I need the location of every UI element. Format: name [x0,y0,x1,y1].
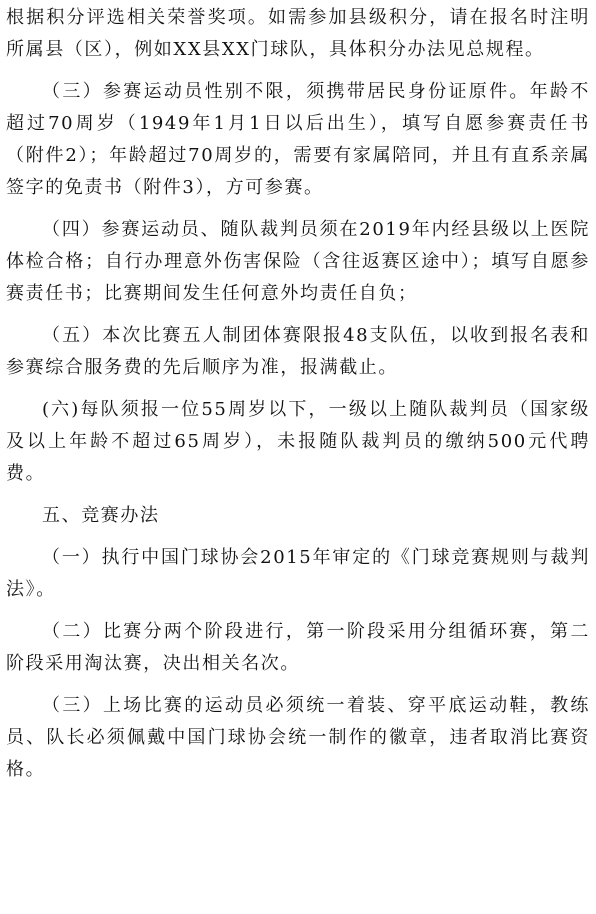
paragraph-uniform-badges: （三）上场比赛的运动员必须统一着装、穿平底运动鞋，教练员、队长必须佩戴中国门球协会统一制作的徽章，违者取消比赛资格。 [6,695,590,780]
paragraph-continuation-honors: 根据积分评选相关荣誉奖项。如需参加县级积分，请在报名时注明所属县（区），例如XX县XX门球队，具体积分办法见总规程。 [6,7,590,60]
paragraph-referee-requirement: (六)每队须报一位55周岁以下，一级以上随队裁判员（国家级及以上年龄不超过65周岁），未报随队裁判员的缴纳500元代聘费。 [6,399,590,484]
paragraph-stages: （二）比赛分两个阶段进行，第一阶段采用分组循环赛，第二阶段采用淘汰赛，决出相关名次。 [6,621,590,674]
paragraph-athlete-gender-age: （三）参赛运动员性别不限，须携带居民身份证原件。年龄不超过70周岁（1949年1月1日以后出生），填写自愿参赛责任书（附件2）；年龄超过70周岁的，需要有家属陪同，并且有直系亲属签字的免责书（附件3），方可参赛。 [6,81,590,198]
paragraph-rules: （一）执行中国门球协会2015年审定的《门球竞赛规则与裁判法》。 [6,547,590,600]
paragraph-medical-insurance: （四）参赛运动员、随队裁判员须在2019年内经县级以上医院体检合格；自行办理意外伤害保险（含往返赛区途中）；填写自愿参赛责任书；比赛期间发生任何意外均责任自负； [6,219,590,304]
section-heading-competition-method: 五、竞赛办法 [42,505,160,526]
paragraph-team-limit: （五）本次比赛五人制团体赛限报48支队伍，以收到报名表和参赛综合服务费的先后顺序为准，报满截止。 [6,325,590,378]
